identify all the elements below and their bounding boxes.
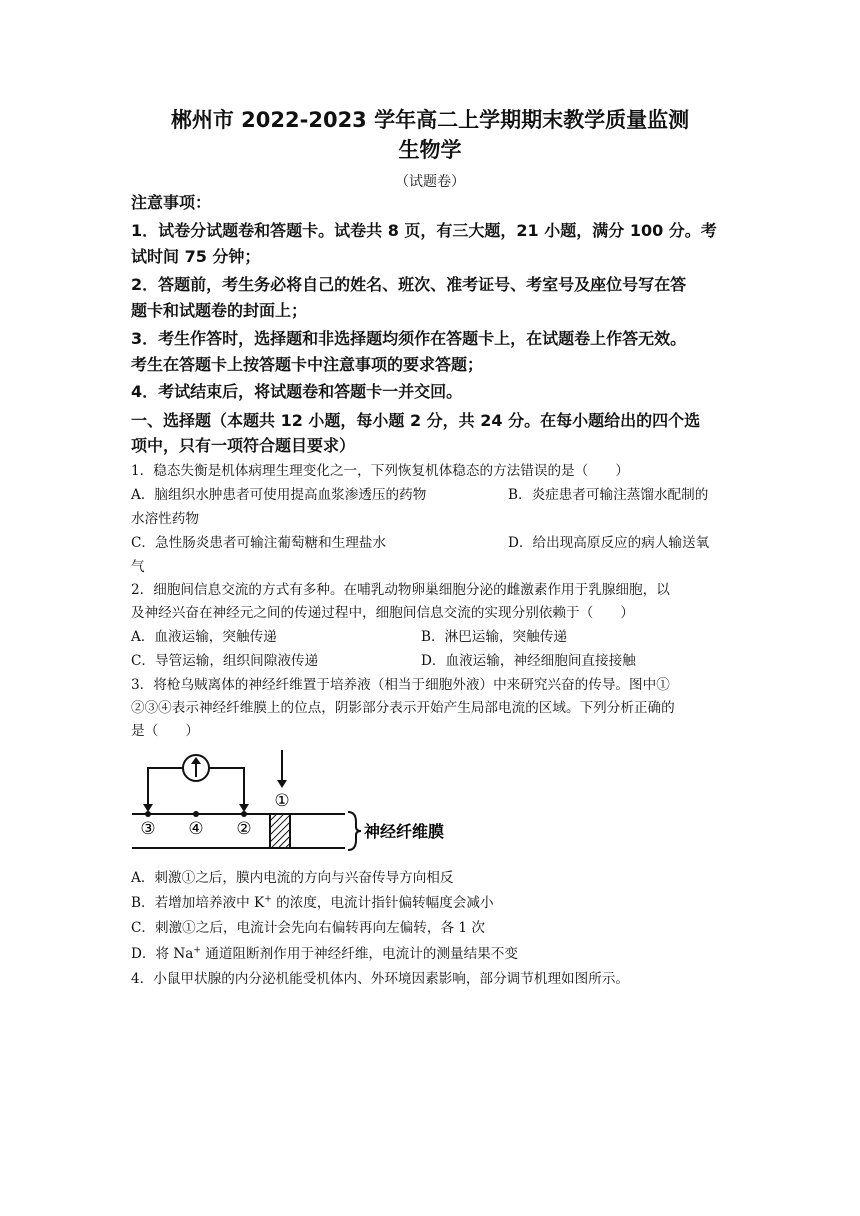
q2-option-c: C．导管运输，组织间隙液传递 bbox=[131, 653, 319, 669]
q3-option-d-text-1: D．将 Na bbox=[131, 946, 194, 962]
q1-option-a: A．脑组织水肿患者可使用提高血浆渗透压的药物 bbox=[131, 487, 427, 503]
q3-option-b bbox=[131, 891, 494, 915]
nerve-fiber-diagram bbox=[130, 748, 460, 858]
stimulus-arrow-icon bbox=[277, 750, 287, 788]
notice-item-1a: 1．试卷分试题卷和答题卡。试卷共 8 页，有三大题，21 小题，满分 100 分。考 bbox=[131, 221, 717, 240]
q3-option-a: A．刺激①之后，膜内电流的方向与兴奋传导方向相反 bbox=[131, 870, 454, 886]
galvanometer-icon bbox=[183, 755, 209, 781]
q3-stem-c: 是（ ） bbox=[131, 723, 199, 739]
q3-option-d bbox=[131, 942, 518, 966]
subject-title: 生物学 bbox=[398, 138, 462, 162]
q3-option-b-text-2: 的浓度，电流计指针偏转幅度会减小 bbox=[271, 895, 494, 911]
q3-option-d-sup: + bbox=[193, 945, 201, 956]
notice-item-2a: 2．答题前，考生务必将自己的姓名、班次、准考证号、考室号及座位号写在答 bbox=[131, 275, 687, 294]
q3-option-b-sup: + bbox=[264, 894, 272, 905]
paper-note: （试题卷） bbox=[395, 174, 465, 190]
notice-item-1b: 试时间 75 分钟； bbox=[131, 247, 261, 266]
q1-option-d: D．给出现高原反应的病人输送氧 bbox=[508, 535, 710, 551]
q1-option-d-cont: 气 bbox=[131, 559, 145, 575]
q2-stem-b: 及神经兴奋在神经元之间的传递过程中，细胞间信息交流的实现分别依赖于（ ） bbox=[131, 605, 634, 621]
membrane-label: 神经纤维膜 bbox=[364, 822, 445, 841]
notice-item-3a: 3．考生作答时，选择题和非选择题均须作在答题卡上，在试题卷上作答无效。 bbox=[131, 329, 687, 348]
section-heading-a: 一、选择题（本题共 12 小题，每小题 2 分，共 24 分。在每小题给出的四个选 bbox=[131, 411, 701, 430]
q3-option-b-text-1: B．若增加培养液中 K bbox=[131, 895, 265, 911]
q2-stem-a: 2．细胞间信息交流的方式有多种。在哺乳动物卵巢细胞分泌的雌激素作用于乳腺细胞，以 bbox=[131, 582, 670, 598]
q2-option-d: D．血液运输，神经细胞间直接接触 bbox=[421, 653, 636, 669]
q3-option-d-text-2: 通道阻断剂作用于神经纤维，电流计的测量结果不变 bbox=[200, 946, 518, 962]
site-2-label: ② bbox=[236, 819, 252, 839]
q3-option-c: C．刺激①之后，电流计会先向右偏转再向左偏转，各 1 次 bbox=[131, 920, 485, 936]
site-1-label: ① bbox=[274, 791, 290, 811]
q3-stem-a: 3．将枪乌贼离体的神经纤维置于培养液（相当于细胞外液）中来研究兴奋的传导。图中① bbox=[131, 677, 670, 693]
q1-option-c: C．急性肠炎患者可输注葡萄糖和生理盐水 bbox=[131, 535, 387, 551]
notice-item-4: 4．考试结束后，将试题卷和答题卡一并交回。 bbox=[131, 382, 463, 401]
exam-title: 郴州市 2022-2023 学年高二上学期期末教学质量监测 bbox=[170, 108, 690, 132]
local-current-region bbox=[270, 814, 290, 848]
q2-option-b: B．淋巴运输，突触传递 bbox=[421, 629, 567, 645]
q1-option-b: B．炎症患者可输注蒸馏水配制的 bbox=[508, 487, 709, 503]
site-3-label: ③ bbox=[140, 819, 156, 839]
q3-stem-b: ②③④表示神经纤维膜上的位点，阴影部分表示开始产生局部电流的区域。下列分析正确的 bbox=[131, 700, 675, 716]
q1-option-b-cont: 水溶性药物 bbox=[131, 511, 199, 527]
membrane-brace bbox=[348, 812, 361, 850]
q2-option-a: A．血液运输，突触传递 bbox=[131, 629, 277, 645]
section-heading-b: 项中，只有一项符合题目要求） bbox=[131, 436, 356, 455]
q4-stem: 4．小鼠甲状腺的内分泌机能受机体内、外环境因素影响，部分调节机理如图所示。 bbox=[131, 971, 630, 987]
site-4-label: ④ bbox=[188, 819, 204, 839]
q1-stem: 1．稳态失衡是机体病理生理变化之一，下列恢复机体稳态的方法错误的是（ ） bbox=[131, 463, 630, 479]
notice-heading: 注意事项： bbox=[131, 193, 212, 212]
notice-item-2b: 题卡和试题卷的封面上； bbox=[131, 301, 308, 320]
notice-item-3b: 考生在答题卡上按答题卡中注意事项的要求答题； bbox=[131, 355, 484, 374]
